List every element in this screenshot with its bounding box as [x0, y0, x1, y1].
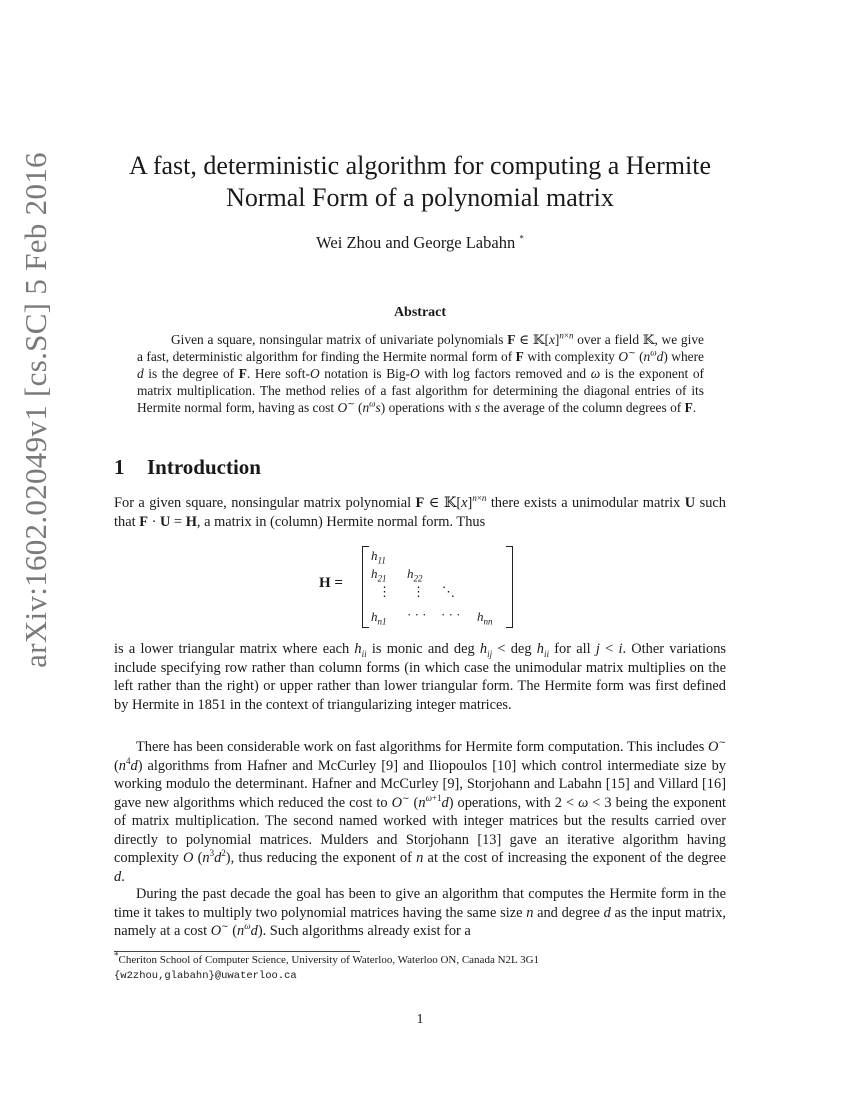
intro-paragraph-1: For a given square, nonsingular matrix polynomial F ∈ $𝕂[x]^{n\times n}$ there exists a unimodular matrix U such that F · U = H, a matrix in (column) Hermite normal form. Thus	[114, 493, 726, 530]
matrix-ddots: ⋱	[442, 584, 455, 599]
matrix-vdots-2: ⋮	[412, 584, 425, 599]
intro-paragraph-2: is a lower triangular matrix where each $h_{ii}$ is monic and deg $h_{ij}$ < deg $h_{ii}$ for all j < i. Other variations include specifying row rather than column forms (in which case the unimodular matrix multiplies on the left rather than the right) or upper rather than lower triangular form. The Hermite form was first defined by Hermite in 1851 in the context of triangularizing integer matrices.	[114, 641, 727, 713]
author-list	[100, 233, 740, 253]
intro-paragraph-3: There has been considerable work on fast algorithms for Hermite form computation. This includes O∼ $(n^4d)$ algorithms from Hafner and McCurley [9] and Iliopoulos [10] which control intermediate size by working modulo the determinant. Hafner and McCurley [9], Storjohann and Labahn [15] and Villard [16] gave new algorithms which reduced the cost to O∼ $(n^{\omega+1}d)$ operations, with 2 < ω < 3 being the exponent of matrix multiplication. The second named worked with integer matrices but the results carried over directly to polynomial matrices. Mulders and Storjohann [13] gave an iterative algorithm having complexity O $(n^3d^2)$, thus reducing the exponent of n at the cost of increasing the exponent of the degree d.	[114, 737, 727, 885]
matrix-cdots-2: · · ·	[441, 607, 461, 622]
left-bracket	[362, 546, 369, 628]
footnote	[114, 950, 726, 984]
title-line-1: A fast, deterministic algorithm for computing a Hermite	[129, 151, 711, 180]
paper-title	[100, 150, 740, 214]
footnote-affiliation: Cheriton School of Computer Science, University of Waterloo, Waterloo ON, Canada N2L 3G1	[118, 954, 540, 966]
matrix-cdots-1: · · ·	[407, 607, 427, 622]
matrix-entry-hn1: $h_{n1}$	[371, 609, 387, 627]
matrix-entry-hnn: $h_{nn}$	[477, 609, 493, 627]
arxiv-sidebar-stamp: arXiv:1602.02049v1 [cs.SC] 5 Feb 2016	[18, 152, 53, 668]
abstract-heading: Abstract	[393, 305, 447, 320]
footnote-mark: *	[114, 950, 119, 961]
section-title: Introduction	[147, 455, 261, 479]
intro-paragraph-4: During the past decade the goal has been to give an algorithm that computes the Hermite form in the time it takes to multiply two polynomial matrices having the same size n and degree d as the input matrix, namely at a cost O∼ $(n^\omega d)$. Such algorithms already exist for a	[114, 886, 726, 939]
abstract-body: Given a square, nonsingular matrix of univariate polynomials F ∈ $𝕂[x]^{n\times n}$ over a field 𝕂, we give a fast, deterministic algorithm for finding the Hermite normal form of F with complexity O∼ $(n^\omega d)$ where d is the degree of F. Here soft-O notation is Big-O with log factors removed and ω is the exponent of matrix multiplication. The method relies of a fast algorithm for determining the diagonal entries of its Hermite normal form, having as cost O∼ $(n^\omega s)$ operations with s the average of the column degrees of F.	[137, 330, 704, 415]
authors: Wei Zhou and George Labahn	[316, 233, 516, 252]
right-bracket	[506, 546, 513, 628]
matrix-lhs: H =	[319, 575, 343, 591]
footnote-rule	[114, 951, 360, 952]
matrix-entry-h22: $h_{22}$	[407, 566, 423, 584]
matrix-vdots-1: ⋮	[378, 584, 391, 599]
footnote-email: {w2zhou,glabahn}@uwaterloo.ca	[114, 970, 297, 982]
author-footnote-mark: *	[519, 233, 524, 244]
matrix-entry-h11: $h_{11}$	[371, 548, 386, 566]
page-number: 1	[416, 1012, 424, 1027]
title-line-2: Normal Form of a polynomial matrix	[226, 183, 614, 212]
section-number: 1	[114, 455, 125, 479]
section-heading-introduction	[114, 455, 261, 480]
matrix-entry-h21: $h_{21}$	[371, 566, 387, 584]
